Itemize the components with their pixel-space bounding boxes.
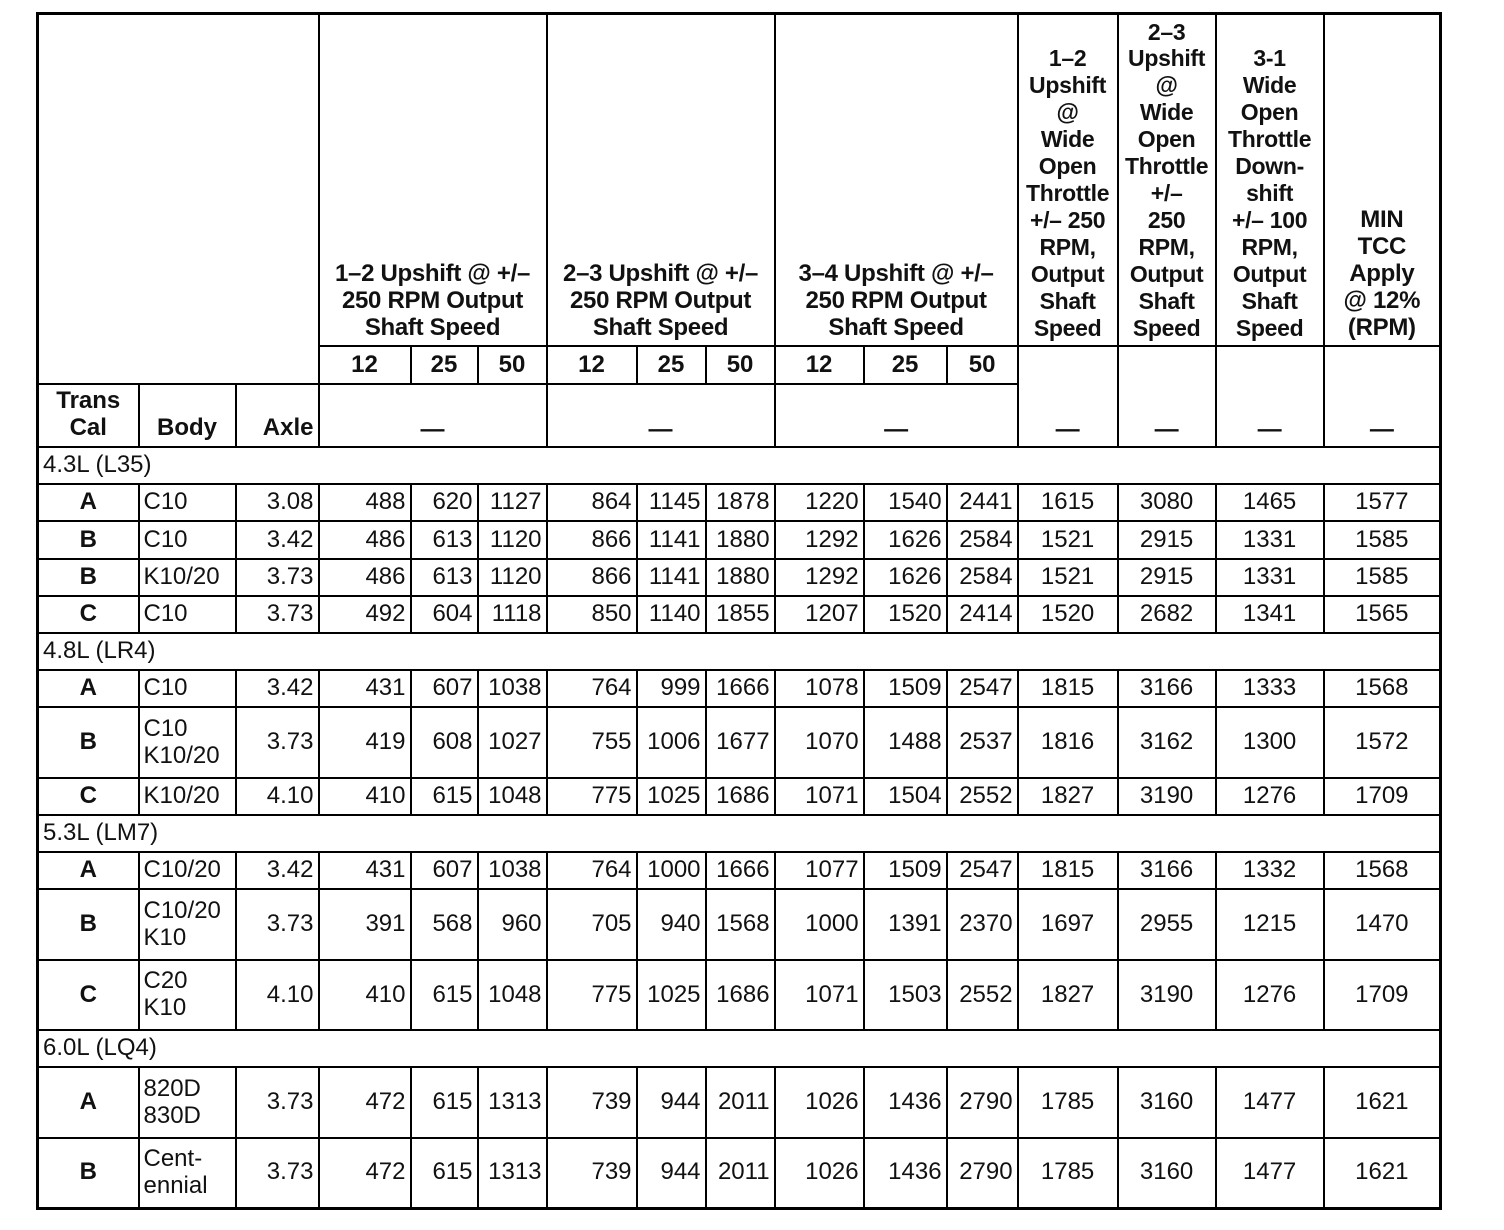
body-cell: [139, 1138, 236, 1209]
header-line: TCC: [1357, 232, 1407, 260]
value-cell: 1572: [1324, 707, 1441, 777]
value-cell: 486: [319, 521, 411, 558]
value-cell: 1815: [1018, 670, 1118, 707]
dash-cell: —: [1216, 346, 1324, 447]
tps-12: 12: [547, 346, 637, 383]
value-cell: 431: [319, 852, 411, 889]
tps-25: 25: [864, 346, 947, 383]
value-cell: 608: [411, 707, 478, 777]
value-cell: 607: [411, 852, 478, 889]
value-cell: 486: [319, 559, 411, 596]
body-line: C10: [143, 525, 188, 553]
value-cell: 1855: [706, 596, 775, 633]
value-cell: 2790: [947, 1067, 1018, 1137]
value-cell: 1220: [775, 484, 864, 521]
value-cell: 492: [319, 596, 411, 633]
value-cell: 410: [319, 778, 411, 815]
value-cell: 940: [637, 889, 706, 959]
value-cell: 1585: [1324, 521, 1441, 558]
value-cell: 1071: [775, 960, 864, 1030]
header-line: (RPM): [1347, 313, 1416, 341]
value-cell: 2414: [947, 596, 1018, 633]
trans-cal-cell: B: [38, 521, 139, 558]
value-cell: 2537: [947, 707, 1018, 777]
value-cell: 1141: [637, 559, 706, 596]
value-cell: 2552: [947, 778, 1018, 815]
value-cell: 705: [547, 889, 637, 959]
axle-cell: 3.08: [236, 484, 319, 521]
tps-25: 25: [637, 346, 706, 383]
value-cell: 2584: [947, 559, 1018, 596]
value-cell: 1666: [706, 852, 775, 889]
tps-50: 50: [706, 346, 775, 383]
value-cell: 775: [547, 778, 637, 815]
body-cell: [139, 889, 236, 959]
body-cell: [139, 1067, 236, 1137]
value-cell: 739: [547, 1138, 637, 1209]
header-line: Open: [1240, 99, 1299, 126]
header-line: RPM,: [1241, 233, 1298, 260]
value-cell: 2552: [947, 960, 1018, 1030]
table-row: [38, 670, 1441, 707]
value-cell: 1331: [1216, 559, 1324, 596]
header-line: RPM,: [1039, 233, 1096, 260]
value-cell: 3162: [1118, 707, 1216, 777]
engine-group-row: [38, 1030, 1441, 1067]
header-line: Down-: [1235, 153, 1304, 180]
value-cell: 1626: [864, 559, 947, 596]
value-cell: 1118: [478, 596, 547, 633]
tps-12: 12: [319, 346, 411, 383]
value-cell: 2370: [947, 889, 1018, 959]
trans-cal-cell: B: [38, 1138, 139, 1209]
value-cell: 1878: [706, 484, 775, 521]
value-cell: 1025: [637, 778, 706, 815]
header-line: @ 12%: [1343, 286, 1421, 314]
header-line: Shaft: [1138, 287, 1195, 314]
value-cell: 1509: [864, 852, 947, 889]
value-cell: 1436: [864, 1138, 947, 1209]
engine-label: 5.3L (LM7): [38, 815, 1441, 852]
value-cell: 1709: [1324, 778, 1441, 815]
value-cell: 1077: [775, 852, 864, 889]
value-cell: 2915: [1118, 521, 1216, 558]
header-line: Wide: [1242, 72, 1297, 99]
value-cell: 1709: [1324, 960, 1441, 1030]
value-cell: 866: [547, 559, 637, 596]
value-cell: 1470: [1324, 889, 1441, 959]
value-cell: 1785: [1018, 1067, 1118, 1137]
value-cell: 3190: [1118, 960, 1216, 1030]
value-cell: 1215: [1216, 889, 1324, 959]
value-cell: 2011: [706, 1067, 775, 1137]
dash-cell: —: [547, 384, 775, 447]
value-cell: 1313: [478, 1138, 547, 1209]
table-row: [38, 960, 1441, 1030]
trans-cal-cell: B: [38, 559, 139, 596]
body-cell: [139, 559, 236, 596]
value-cell: 1391: [864, 889, 947, 959]
value-cell: 1292: [775, 521, 864, 558]
value-cell: 1504: [864, 778, 947, 815]
value-cell: 1827: [1018, 778, 1118, 815]
value-cell: 1276: [1216, 960, 1324, 1030]
value-cell: 1026: [775, 1138, 864, 1209]
value-cell: 1568: [1324, 852, 1441, 889]
value-cell: 1070: [775, 707, 864, 777]
value-cell: 764: [547, 852, 637, 889]
value-cell: 1815: [1018, 852, 1118, 889]
header-3-1-wot-downshift: [1216, 14, 1324, 347]
value-cell: 431: [319, 670, 411, 707]
header-line: @: [1056, 99, 1079, 126]
body-cell: [139, 596, 236, 633]
value-cell: 2011: [706, 1138, 775, 1209]
value-cell: 1026: [775, 1067, 864, 1137]
header-line: Output: [1030, 260, 1105, 287]
value-cell: 2955: [1118, 889, 1216, 959]
trans-cal-header: Trans Cal: [38, 384, 139, 447]
header-line: Shaft: [1241, 287, 1298, 314]
dash-cell: —: [1018, 346, 1118, 447]
header-row: [38, 14, 1441, 347]
value-cell: 1621: [1324, 1138, 1441, 1209]
body-cell: [139, 778, 236, 815]
header-line: +/– 100: [1231, 206, 1308, 233]
body-line: K10/20: [143, 562, 220, 590]
body-line: K10/20: [143, 741, 220, 769]
dash-cell: —: [1324, 346, 1441, 447]
header-line: Shaft: [1039, 287, 1096, 314]
axle-cell: 3.73: [236, 707, 319, 777]
header-line: Open: [1137, 126, 1196, 153]
value-cell: 1568: [1324, 670, 1441, 707]
trans-cal-cell: A: [38, 484, 139, 521]
value-cell: 1048: [478, 960, 547, 1030]
value-cell: 2547: [947, 852, 1018, 889]
header-line: Wide: [1040, 126, 1095, 153]
table-row: [38, 1138, 1441, 1209]
value-cell: 1000: [637, 852, 706, 889]
value-cell: 1577: [1324, 484, 1441, 521]
trans-cal-cell: A: [38, 1067, 139, 1137]
tps-12: 12: [775, 346, 864, 383]
dash-cell: —: [1118, 346, 1216, 447]
value-cell: 3166: [1118, 852, 1216, 889]
value-cell: 1120: [478, 521, 547, 558]
value-cell: 1333: [1216, 670, 1324, 707]
value-cell: 3190: [1118, 778, 1216, 815]
body-line: 820D: [143, 1074, 201, 1102]
value-cell: 615: [411, 778, 478, 815]
header-line: shift: [1246, 180, 1294, 206]
value-cell: 1521: [1018, 559, 1118, 596]
value-cell: 2682: [1118, 596, 1216, 633]
value-cell: 1313: [478, 1067, 547, 1137]
trans-cal-cell: A: [38, 670, 139, 707]
blank-corner-cell: [38, 14, 319, 384]
trans-cal-cell: C: [38, 778, 139, 815]
body-line: C10: [143, 488, 188, 516]
header-line: RPM,: [1138, 233, 1195, 260]
body-cell: [139, 852, 236, 889]
value-cell: 960: [478, 889, 547, 959]
body-cell: [139, 521, 236, 558]
axle-cell: 4.10: [236, 778, 319, 815]
value-cell: 1140: [637, 596, 706, 633]
header-line: Output: [1232, 260, 1307, 287]
value-cell: 488: [319, 484, 411, 521]
body-line: C10: [143, 599, 188, 627]
value-cell: 1038: [478, 852, 547, 889]
value-cell: 1509: [864, 670, 947, 707]
value-cell: 1615: [1018, 484, 1118, 521]
value-cell: 1827: [1018, 960, 1118, 1030]
table-row: [38, 707, 1441, 777]
value-cell: 1141: [637, 521, 706, 558]
value-cell: 613: [411, 521, 478, 558]
tps-25: 25: [411, 346, 478, 383]
trans-cal-cell: A: [38, 852, 139, 889]
value-cell: 1520: [1018, 596, 1118, 633]
value-cell: 620: [411, 484, 478, 521]
value-cell: 472: [319, 1138, 411, 1209]
header-line: Throttle: [1124, 153, 1209, 180]
value-cell: 1565: [1324, 596, 1441, 633]
value-cell: 739: [547, 1067, 637, 1137]
header-line: +/– 250: [1029, 206, 1106, 233]
body-line: C10: [143, 714, 188, 742]
table-row: [38, 889, 1441, 959]
value-cell: 1025: [637, 960, 706, 1030]
value-cell: 2547: [947, 670, 1018, 707]
value-cell: 1488: [864, 707, 947, 777]
engine-label: 4.3L (L35): [38, 447, 1441, 484]
engine-group-row: [38, 447, 1441, 484]
body-line: K10: [143, 923, 187, 951]
value-cell: 864: [547, 484, 637, 521]
value-cell: 1292: [775, 559, 864, 596]
value-cell: 755: [547, 707, 637, 777]
value-cell: 1503: [864, 960, 947, 1030]
header-1-2-upshift: 1–2 Upshift @ +/– 250 RPM Output Shaft Speed: [319, 14, 547, 347]
value-cell: 1677: [706, 707, 775, 777]
value-cell: 1880: [706, 521, 775, 558]
axle-cell: 3.73: [236, 1138, 319, 1209]
header-line: Apply: [1349, 259, 1415, 287]
header-line: +/–: [1150, 180, 1183, 206]
value-cell: 1331: [1216, 521, 1324, 558]
body-line: C10/20: [143, 896, 221, 924]
header-line: Open: [1038, 153, 1097, 180]
value-cell: 944: [637, 1138, 706, 1209]
value-cell: 615: [411, 960, 478, 1030]
header-line: Throttle: [1025, 180, 1110, 206]
value-cell: 1276: [1216, 778, 1324, 815]
value-cell: 419: [319, 707, 411, 777]
engine-label: 6.0L (LQ4): [38, 1030, 1441, 1067]
value-cell: 1038: [478, 670, 547, 707]
value-cell: 1697: [1018, 889, 1118, 959]
table-row: [38, 484, 1441, 521]
value-cell: 2790: [947, 1138, 1018, 1209]
value-cell: 850: [547, 596, 637, 633]
header-2-3-wot-upshift: [1118, 14, 1216, 347]
value-cell: 1048: [478, 778, 547, 815]
header-1-2-wot-upshift: [1018, 14, 1118, 347]
value-cell: 1145: [637, 484, 706, 521]
header-line: Speed: [1132, 314, 1201, 341]
value-cell: 3166: [1118, 670, 1216, 707]
table-row: [38, 778, 1441, 815]
header-3-4-upshift: 3–4 Upshift @ +/– 250 RPM Output Shaft Speed: [775, 14, 1018, 347]
axle-header: Axle: [236, 384, 319, 447]
value-cell: 3080: [1118, 484, 1216, 521]
value-cell: 1332: [1216, 852, 1324, 889]
value-cell: 615: [411, 1138, 478, 1209]
value-cell: 1666: [706, 670, 775, 707]
header-line: 250: [1147, 206, 1186, 233]
body-line: C10: [143, 674, 188, 702]
body-line: 830D: [143, 1101, 201, 1129]
header-line: @: [1155, 72, 1178, 99]
body-header: Body: [139, 384, 236, 447]
value-cell: 944: [637, 1067, 706, 1137]
body-cell: [139, 707, 236, 777]
value-cell: 1477: [1216, 1138, 1324, 1209]
trans-cal-cell: B: [38, 889, 139, 959]
header-line: Output: [1129, 260, 1204, 287]
value-cell: 999: [637, 670, 706, 707]
value-cell: 1006: [637, 707, 706, 777]
header-line: 2–3: [1147, 18, 1186, 45]
value-cell: 1520: [864, 596, 947, 633]
axle-cell: 3.73: [236, 559, 319, 596]
header-line: Upshift: [1029, 72, 1107, 99]
value-cell: 2584: [947, 521, 1018, 558]
value-cell: 615: [411, 1067, 478, 1137]
value-cell: 568: [411, 889, 478, 959]
value-cell: 775: [547, 960, 637, 1030]
value-cell: 1027: [478, 707, 547, 777]
tps-50: 50: [478, 346, 547, 383]
body-line: K10: [143, 994, 187, 1022]
value-cell: 2915: [1118, 559, 1216, 596]
header-line: Wide: [1139, 99, 1194, 126]
dash-cell: —: [319, 384, 547, 447]
value-cell: 1880: [706, 559, 775, 596]
engine-group-row: [38, 815, 1441, 852]
value-cell: 410: [319, 960, 411, 1030]
value-cell: 3160: [1118, 1067, 1216, 1137]
header-2-3-upshift: 2–3 Upshift @ +/– 250 RPM Output Shaft Speed: [547, 14, 775, 347]
value-cell: 3160: [1118, 1138, 1216, 1209]
header-line: 1–2: [1048, 45, 1087, 72]
value-cell: 1207: [775, 596, 864, 633]
value-cell: 391: [319, 889, 411, 959]
value-cell: 1568: [706, 889, 775, 959]
body-line: ennial: [143, 1171, 208, 1199]
header-line: Throttle: [1227, 126, 1312, 153]
header-line: 3-1: [1253, 45, 1286, 72]
trans-cal-cell: C: [38, 596, 139, 633]
value-cell: 1078: [775, 670, 864, 707]
table-row: [38, 521, 1441, 558]
value-cell: 1585: [1324, 559, 1441, 596]
header-min-tcc-apply: [1324, 14, 1441, 347]
table-row: [38, 1067, 1441, 1137]
tps-50: 50: [947, 346, 1018, 383]
engine-group-row: [38, 633, 1441, 670]
body-cell: [139, 960, 236, 1030]
value-cell: 1686: [706, 960, 775, 1030]
table-row: [38, 596, 1441, 633]
value-cell: 604: [411, 596, 478, 633]
value-cell: 1127: [478, 484, 547, 521]
value-cell: 1686: [706, 778, 775, 815]
body-line: Cent-: [143, 1145, 203, 1173]
axle-cell: 3.73: [236, 1067, 319, 1137]
value-cell: 1000: [775, 889, 864, 959]
body-cell: [139, 670, 236, 707]
header-line: Speed: [1235, 314, 1304, 341]
value-cell: 1521: [1018, 521, 1118, 558]
header-line: Speed: [1033, 314, 1102, 341]
axle-cell: 3.42: [236, 852, 319, 889]
value-cell: 1071: [775, 778, 864, 815]
header-line: MIN: [1360, 206, 1404, 234]
value-cell: 1341: [1216, 596, 1324, 633]
body-line: K10/20: [143, 781, 220, 809]
value-cell: 613: [411, 559, 478, 596]
engine-label: 4.8L (LR4): [38, 633, 1441, 670]
table-row: [38, 559, 1441, 596]
value-cell: 1465: [1216, 484, 1324, 521]
value-cell: 1120: [478, 559, 547, 596]
axle-cell: 4.10: [236, 960, 319, 1030]
value-cell: 1477: [1216, 1067, 1324, 1137]
body-line: C10/20: [143, 856, 221, 884]
value-cell: 1626: [864, 521, 947, 558]
value-cell: 607: [411, 670, 478, 707]
value-cell: 1621: [1324, 1067, 1441, 1137]
axle-cell: 3.42: [236, 670, 319, 707]
dash-cell: —: [775, 384, 1018, 447]
body-line: C20: [143, 967, 188, 995]
table-row: [38, 852, 1441, 889]
value-cell: 764: [547, 670, 637, 707]
body-cell: [139, 484, 236, 521]
value-cell: 1300: [1216, 707, 1324, 777]
value-cell: 1540: [864, 484, 947, 521]
value-cell: 1816: [1018, 707, 1118, 777]
axle-cell: 3.42: [236, 521, 319, 558]
value-cell: 2441: [947, 484, 1018, 521]
trans-cal-cell: C: [38, 960, 139, 1030]
value-cell: 1785: [1018, 1138, 1118, 1209]
value-cell: 472: [319, 1067, 411, 1137]
value-cell: 866: [547, 521, 637, 558]
axle-cell: 3.73: [236, 889, 319, 959]
value-cell: 1436: [864, 1067, 947, 1137]
trans-cal-cell: B: [38, 707, 139, 777]
header-line: Upshift: [1128, 45, 1206, 72]
shift-point-table: [36, 12, 1442, 1210]
axle-cell: 3.73: [236, 596, 319, 633]
